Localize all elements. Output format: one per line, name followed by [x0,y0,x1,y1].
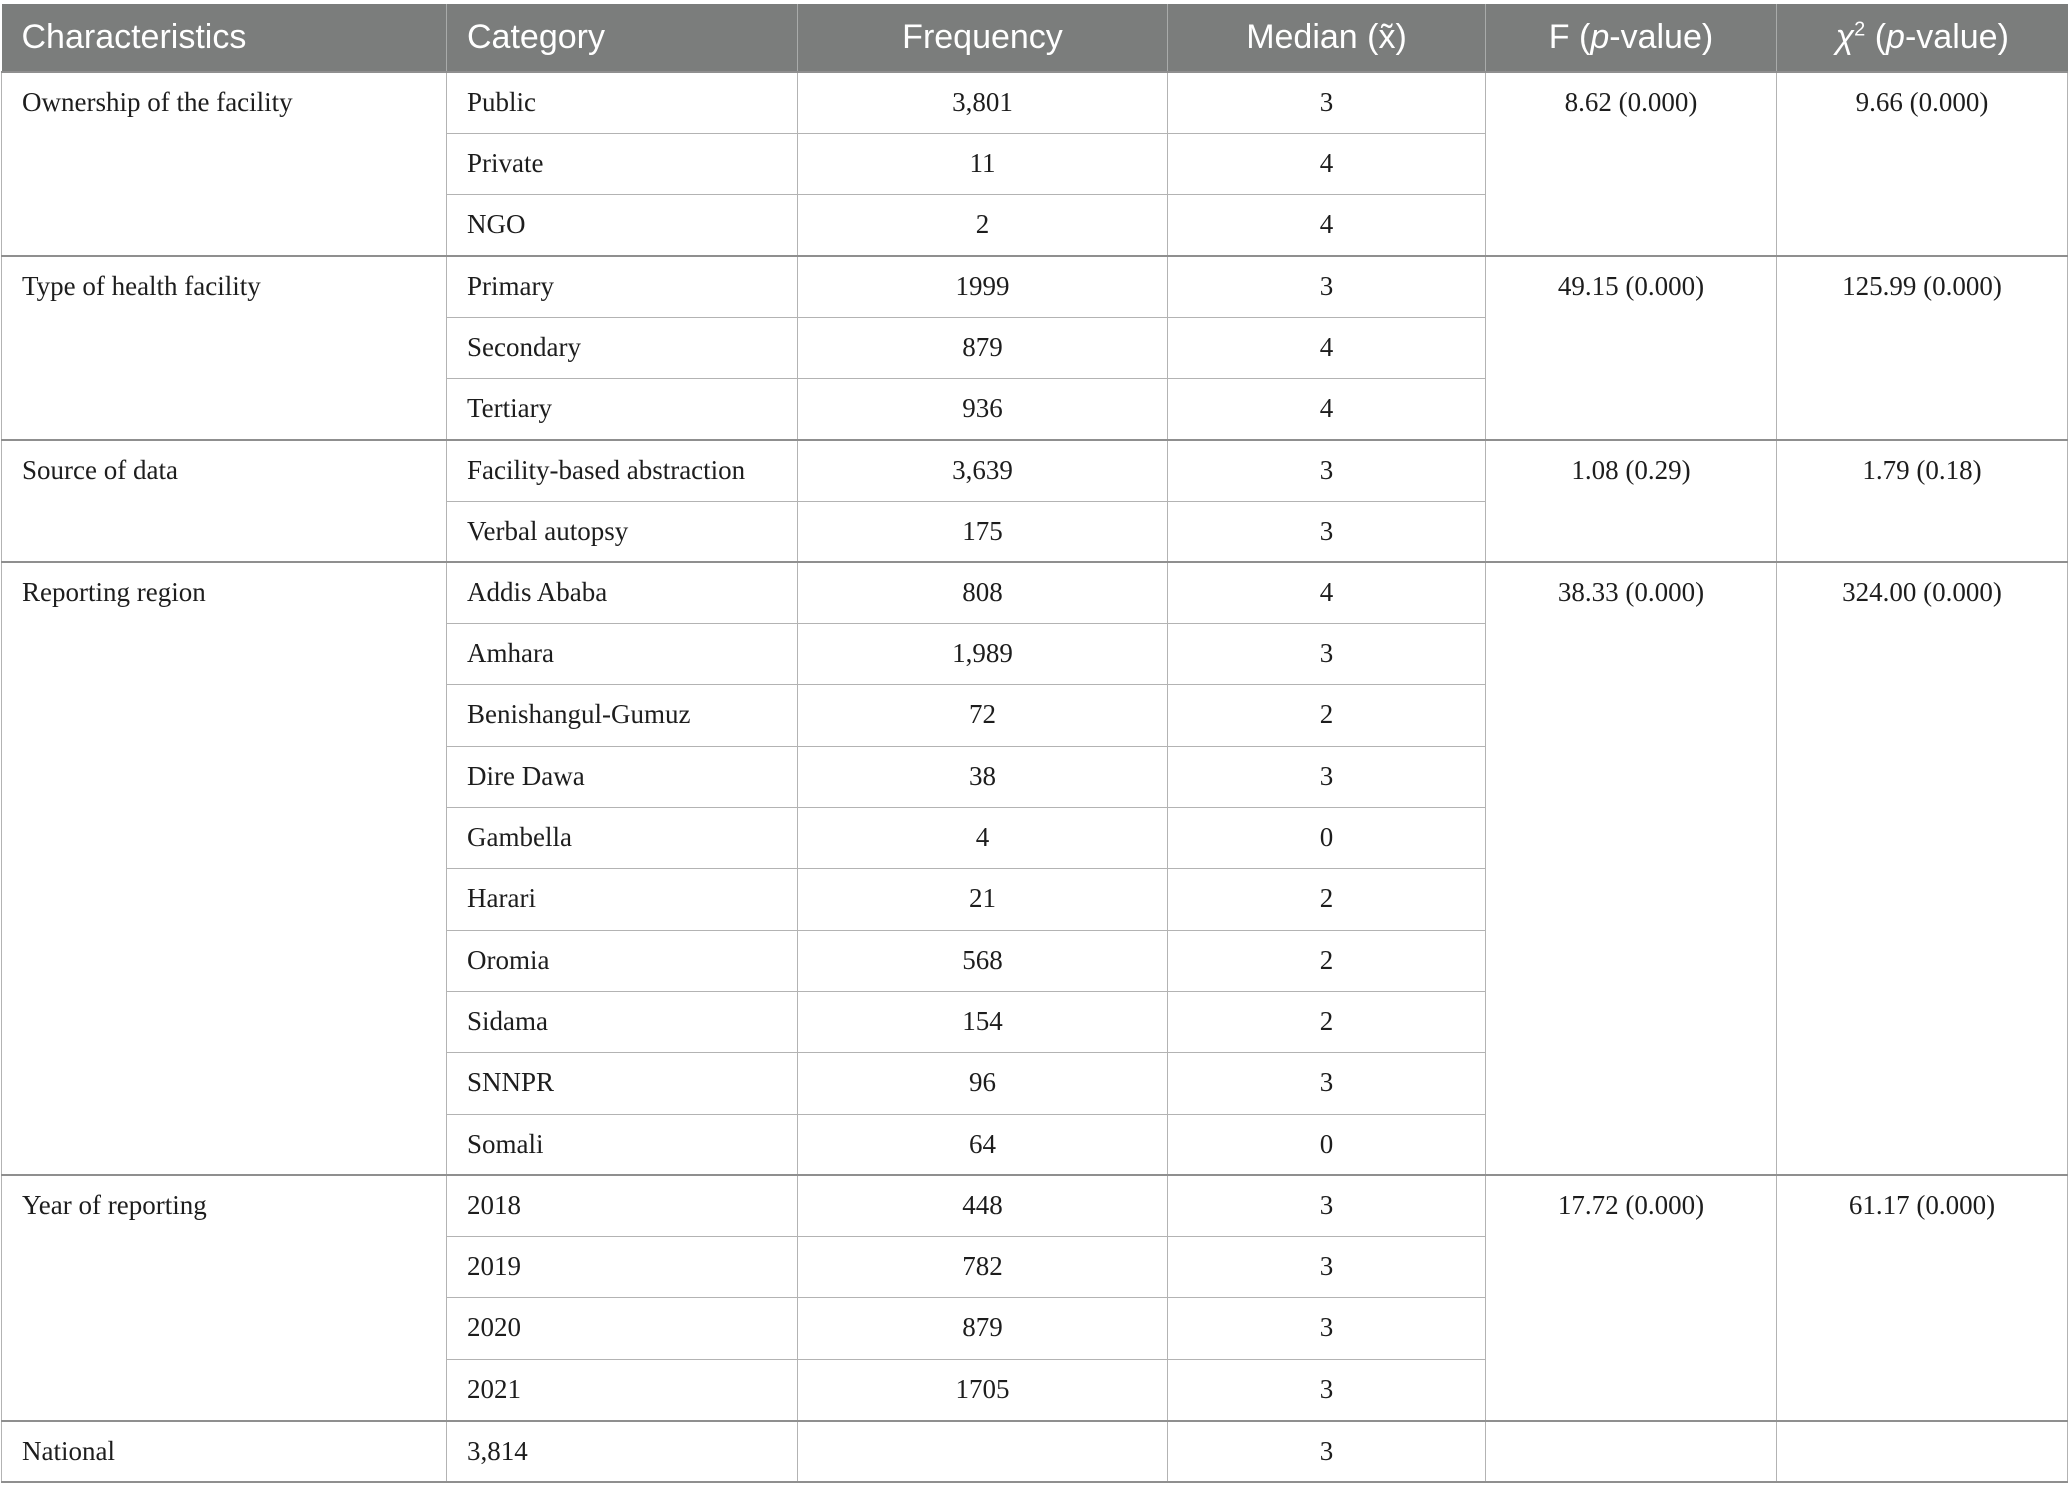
median-cell: 0 [1168,1114,1486,1175]
category-cell: 2018 [447,1175,798,1236]
category-cell: Benishangul-Gumuz [447,685,798,746]
header-f-suffix: -value) [1609,18,1714,56]
category-cell: Harari [447,869,798,930]
table-row [2,562,2068,623]
frequency-cell: 11 [798,133,1168,194]
table-header [2,4,2068,72]
category-cell: SNNPR [447,1053,798,1114]
header-chi-open: ( [1865,18,1887,56]
chi-pvalue-cell: 324.00 (0.000) [1777,562,2068,1175]
category-cell: Facility-based abstraction [447,440,798,501]
chi-pvalue-cell: 9.66 (0.000) [1777,72,2068,256]
national-row [2,1421,2068,1482]
median-cell: 3 [1168,440,1486,501]
table-row [2,72,2068,133]
frequency-cell: 72 [798,685,1168,746]
table-row [2,1175,2068,1236]
frequency-cell: 38 [798,746,1168,807]
frequency-cell: 1999 [798,256,1168,317]
median-cell: 2 [1168,991,1486,1052]
frequency-cell: 154 [798,991,1168,1052]
category-cell: Secondary [447,317,798,378]
header-f-pvalue [1486,4,1777,72]
median-cell: 2 [1168,685,1486,746]
frequency-cell: 64 [798,1114,1168,1175]
median-cell: 2 [1168,869,1486,930]
category-cell: 2021 [447,1359,798,1420]
category-cell: Oromia [447,930,798,991]
table-body [2,72,2068,1482]
median-cell: 4 [1168,317,1486,378]
median-cell: 4 [1168,133,1486,194]
f-pvalue-cell: 8.62 (0.000) [1486,72,1777,256]
median-cell: 4 [1168,378,1486,439]
frequency-cell: 21 [798,869,1168,930]
characteristic-cell: Reporting region [2,562,447,1175]
data-table [1,4,2068,1483]
frequency-cell: 4 [798,808,1168,869]
header-frequency: Frequency [798,4,1168,72]
f-pvalue-cell: 17.72 (0.000) [1486,1175,1777,1420]
category-cell: Somali [447,1114,798,1175]
characteristic-cell: Source of data [2,440,447,563]
median-cell: 3 [1168,746,1486,807]
header-chi-suffix: -value) [1904,18,2009,56]
frequency-cell: 96 [798,1053,1168,1114]
median-cell: 2 [1168,930,1486,991]
median-cell: 3 [1168,72,1486,133]
frequency-cell [798,1421,1168,1482]
median-cell: 3 [1168,1175,1486,1236]
category-cell: Gambella [447,808,798,869]
frequency-cell: 808 [798,562,1168,623]
median-cell: 3 [1168,501,1486,562]
characteristic-cell: Ownership of the facility [2,72,447,256]
category-cell: 2020 [447,1298,798,1359]
f-pvalue-cell [1486,1421,1777,1482]
category-cell: Primary [447,256,798,317]
f-pvalue-cell: 1.08 (0.29) [1486,440,1777,563]
frequency-cell: 782 [798,1237,1168,1298]
frequency-cell: 2 [798,195,1168,256]
header-median: Median (x̃) [1168,4,1486,72]
header-f-prefix: F ( [1548,18,1591,56]
frequency-cell: 448 [798,1175,1168,1236]
header-chi-symbol: χ [1835,18,1855,56]
median-cell: 4 [1168,562,1486,623]
characteristic-cell: National [2,1421,447,1482]
median-cell: 3 [1168,256,1486,317]
median-cell: 3 [1168,1237,1486,1298]
characteristic-cell: Year of reporting [2,1175,447,1420]
header-row [2,4,2068,72]
frequency-cell: 175 [798,501,1168,562]
frequency-cell: 1705 [798,1359,1168,1420]
median-cell: 3 [1168,624,1486,685]
median-cell: 3 [1168,1421,1486,1482]
f-pvalue-cell: 49.15 (0.000) [1486,256,1777,440]
header-chi-pvalue [1777,4,2068,72]
category-cell: Dire Dawa [447,746,798,807]
f-pvalue-cell: 38.33 (0.000) [1486,562,1777,1175]
median-cell: 3 [1168,1359,1486,1420]
category-cell: Amhara [447,624,798,685]
table-row [2,440,2068,501]
frequency-cell: 936 [798,378,1168,439]
chi-pvalue-cell: 125.99 (0.000) [1777,256,2068,440]
category-cell: Sidama [447,991,798,1052]
median-cell: 0 [1168,808,1486,869]
chi-pvalue-cell [1777,1421,2068,1482]
median-cell: 3 [1168,1053,1486,1114]
category-cell: Private [447,133,798,194]
header-characteristics: Characteristics [21,18,247,56]
characteristic-cell: Type of health facility [2,256,447,440]
category-cell: Addis Ababa [447,562,798,623]
header-category: Category [447,4,798,72]
category-cell: 2019 [447,1237,798,1298]
frequency-cell: 3,801 [798,72,1168,133]
category-cell: NGO [447,195,798,256]
frequency-cell: 1,989 [798,624,1168,685]
header-chi-sup: 2 [1854,18,1866,41]
header-chi-p: p [1886,18,1905,56]
category-cell: 3,814 [447,1421,798,1482]
frequency-cell: 879 [798,317,1168,378]
median-cell: 4 [1168,195,1486,256]
frequency-cell: 568 [798,930,1168,991]
table-row [2,256,2068,317]
header-f-p: p [1590,18,1610,56]
median-cell: 3 [1168,1298,1486,1359]
category-cell: Public [447,72,798,133]
frequency-cell: 879 [798,1298,1168,1359]
category-cell: Tertiary [447,378,798,439]
chi-pvalue-cell: 1.79 (0.18) [1777,440,2068,563]
category-cell: Verbal autopsy [447,501,798,562]
frequency-cell: 3,639 [798,440,1168,501]
chi-pvalue-cell: 61.17 (0.000) [1777,1175,2068,1420]
